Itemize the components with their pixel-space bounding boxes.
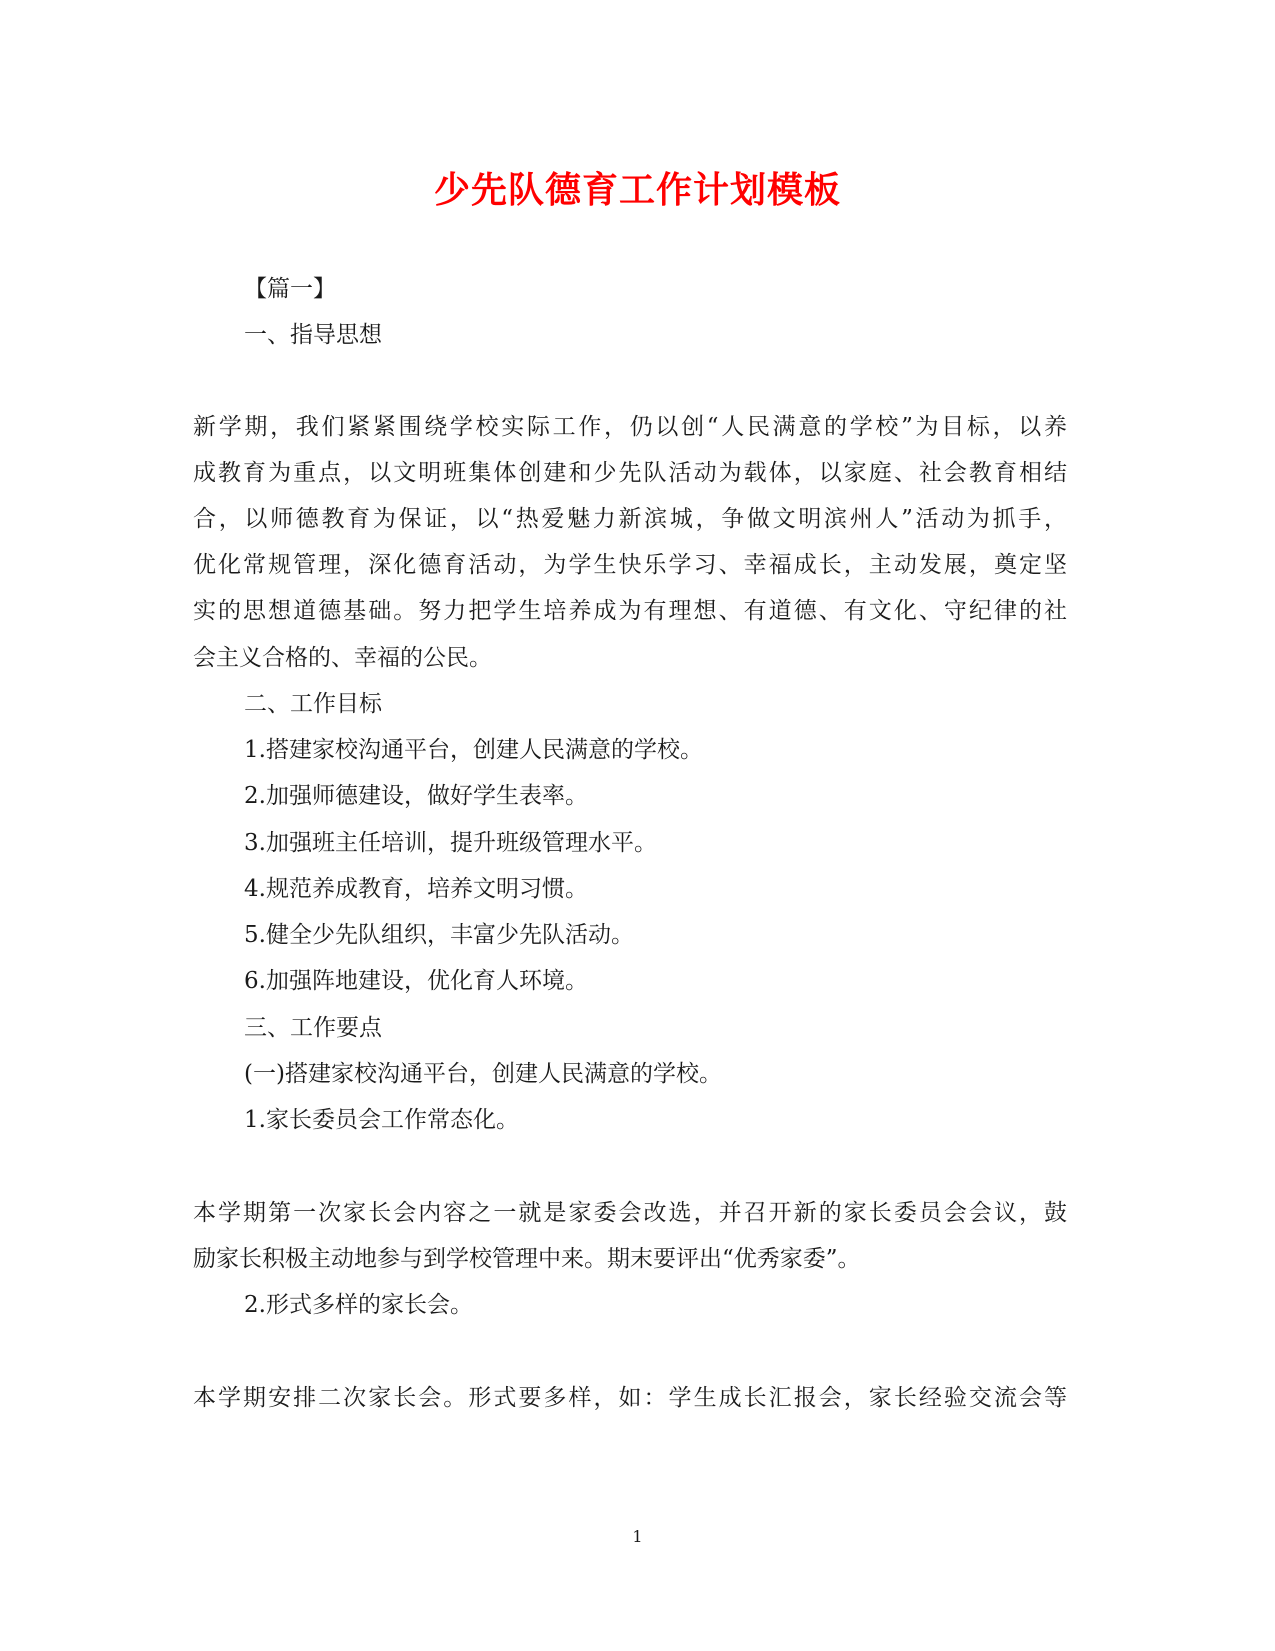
paragraph-line: 实的思想道德基础。努力把学生培养成为有理想、有道德、有文化、守纪律的社 <box>193 598 1067 624</box>
goal-item: 6.加强阵地建设，优化育人环境。 <box>244 968 588 994</box>
paragraph-line: 合，以师德教育为保证，以“热爱魅力新滨城，争做文明滨州人”活动为抓手， <box>193 506 1067 532</box>
goal-item: 5.健全少先队组织，丰富少先队活动。 <box>244 922 634 948</box>
list-item: 2.形式多样的家长会。 <box>244 1292 473 1318</box>
goal-item: 4.规范养成教育，培养文明习惯。 <box>244 876 588 902</box>
list-item: 1.家长委员会工作常态化。 <box>244 1107 519 1133</box>
goal-item: 2.加强师德建设，做好学生表率。 <box>244 783 588 809</box>
paragraph-line: 新学期，我们紧紧围绕学校实际工作，仍以创“人民满意的学校”为目标，以养 <box>193 414 1067 440</box>
paragraph-line: 本学期安排二次家长会。形式要多样，如：学生成长汇报会，家长经验交流会等 <box>193 1385 1067 1411</box>
goal-item: 3.加强班主任培训，提升班级管理水平。 <box>244 830 657 856</box>
paragraph-line: 成教育为重点，以文明班集体创建和少先队活动为载体，以家庭、社会教育相结 <box>193 460 1067 486</box>
paragraph-line: 会主义合格的、幸福的公民。 <box>193 645 492 671</box>
paragraph-line: 优化常规管理，深化德育活动，为学生快乐学习、幸福成长，主动发展，奠定坚 <box>193 552 1067 578</box>
section-label: 【篇一】 <box>244 276 336 302</box>
paragraph-line: 励家长积极主动地参与到学校管理中来。期末要评出“优秀家委”。 <box>193 1246 861 1272</box>
heading-work-points: 三、工作要点 <box>244 1015 382 1041</box>
document-title: 少先队德育工作计划模板 <box>433 169 841 211</box>
heading-guiding-ideology: 一、指导思想 <box>244 322 382 348</box>
goal-item: 1.搭建家校沟通平台，创建人民满意的学校。 <box>244 737 703 763</box>
subheading: (一)搭建家校沟通平台，创建人民满意的学校。 <box>244 1061 722 1087</box>
page-number: 1 <box>632 1527 643 1546</box>
heading-work-goals: 二、工作目标 <box>244 691 382 717</box>
paragraph-line: 本学期第一次家长会内容之一就是家委会改选，并召开新的家长委员会会议，鼓 <box>193 1200 1067 1226</box>
